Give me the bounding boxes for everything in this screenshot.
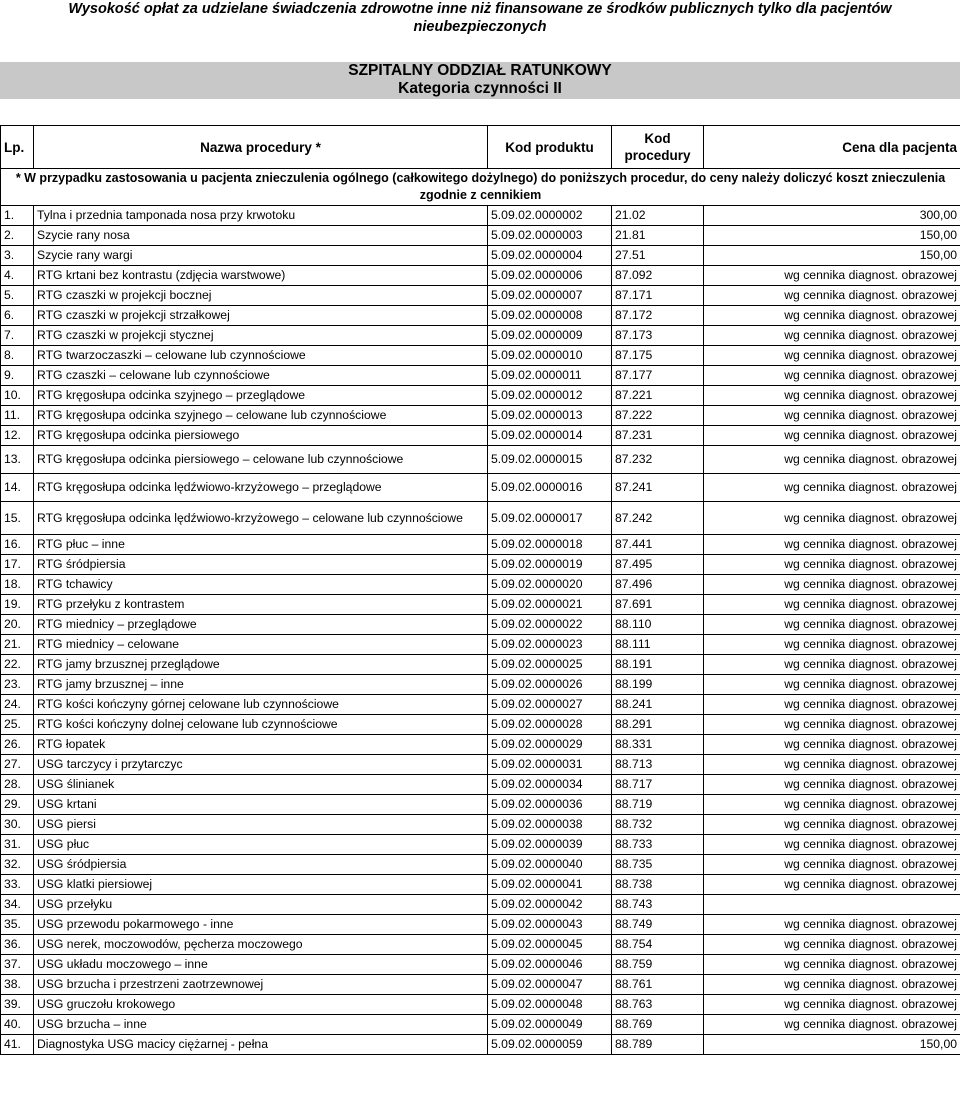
row-kod-procedury: 27.51 bbox=[612, 246, 704, 266]
row-nazwa: Szycie rany nosa bbox=[34, 226, 488, 246]
department-header bbox=[0, 62, 960, 99]
row-cena: wg cennika diagnost. obrazowej bbox=[704, 474, 960, 502]
row-lp: 7. bbox=[1, 326, 34, 346]
row-kod-produktu: 5.09.02.0000049 bbox=[488, 1015, 612, 1035]
row-cena: wg cennika diagnost. obrazowej bbox=[704, 266, 960, 286]
row-kod-procedury: 21.02 bbox=[612, 206, 704, 226]
row-nazwa: RTG kości kończyny dolnej celowane lub czynnościowe bbox=[34, 715, 488, 735]
table-row bbox=[1, 655, 960, 675]
row-nazwa: RTG jamy brzusznej przeglądowe bbox=[34, 655, 488, 675]
row-nazwa: USG płuc bbox=[34, 835, 488, 855]
header-cena: Cena dla pacjenta bbox=[704, 126, 960, 169]
row-cena: wg cennika diagnost. obrazowej bbox=[704, 755, 960, 775]
row-lp: 34. bbox=[1, 895, 34, 915]
row-lp: 8. bbox=[1, 346, 34, 366]
row-nazwa: RTG kręgosłupa odcinka lędźwiowo-krzyżowego – celowane lub czynnościowe bbox=[34, 502, 488, 535]
row-lp: 10. bbox=[1, 386, 34, 406]
row-kod-produktu: 5.09.02.0000008 bbox=[488, 306, 612, 326]
row-kod-procedury: 88.241 bbox=[612, 695, 704, 715]
table-row bbox=[1, 246, 960, 266]
row-kod-produktu: 5.09.02.0000021 bbox=[488, 595, 612, 615]
row-lp: 40. bbox=[1, 1015, 34, 1035]
table-row bbox=[1, 775, 960, 795]
row-kod-procedury: 88.110 bbox=[612, 615, 704, 635]
row-kod-procedury: 87.441 bbox=[612, 535, 704, 555]
row-cena: wg cennika diagnost. obrazowej bbox=[704, 635, 960, 655]
table-row bbox=[1, 595, 960, 615]
row-nazwa: RTG czaszki w projekcji stycznej bbox=[34, 326, 488, 346]
table-row bbox=[1, 386, 960, 406]
row-lp: 19. bbox=[1, 595, 34, 615]
row-lp: 3. bbox=[1, 246, 34, 266]
row-lp: 15. bbox=[1, 502, 34, 535]
row-kod-produktu: 5.09.02.0000010 bbox=[488, 346, 612, 366]
table-row bbox=[1, 635, 960, 655]
row-nazwa: RTG twarzoczaszki – celowane lub czynnościowe bbox=[34, 346, 488, 366]
row-kod-procedury: 87.222 bbox=[612, 406, 704, 426]
row-nazwa: RTG kręgosłupa odcinka szyjnego – przeglądowe bbox=[34, 386, 488, 406]
row-kod-produktu: 5.09.02.0000046 bbox=[488, 955, 612, 975]
row-cena: wg cennika diagnost. obrazowej bbox=[704, 855, 960, 875]
row-nazwa: USG nerek, moczowodów, pęcherza moczowego bbox=[34, 935, 488, 955]
row-cena: wg cennika diagnost. obrazowej bbox=[704, 502, 960, 535]
row-lp: 13. bbox=[1, 446, 34, 474]
row-cena: wg cennika diagnost. obrazowej bbox=[704, 735, 960, 755]
row-kod-produktu: 5.09.02.0000029 bbox=[488, 735, 612, 755]
row-kod-procedury: 88.733 bbox=[612, 835, 704, 855]
row-lp: 24. bbox=[1, 695, 34, 715]
row-kod-procedury: 21.81 bbox=[612, 226, 704, 246]
row-cena: wg cennika diagnost. obrazowej bbox=[704, 915, 960, 935]
row-cena: wg cennika diagnost. obrazowej bbox=[704, 446, 960, 474]
row-nazwa: RTG śródpiersia bbox=[34, 555, 488, 575]
row-kod-procedury: 88.732 bbox=[612, 815, 704, 835]
row-kod-procedury: 87.177 bbox=[612, 366, 704, 386]
row-lp: 16. bbox=[1, 535, 34, 555]
row-cena: wg cennika diagnost. obrazowej bbox=[704, 695, 960, 715]
row-kod-produktu: 5.09.02.0000043 bbox=[488, 915, 612, 935]
row-cena: wg cennika diagnost. obrazowej bbox=[704, 995, 960, 1015]
table-row bbox=[1, 955, 960, 975]
row-nazwa: RTG miednicy – celowane bbox=[34, 635, 488, 655]
row-kod-procedury: 88.291 bbox=[612, 715, 704, 735]
row-cena: wg cennika diagnost. obrazowej bbox=[704, 975, 960, 995]
row-kod-procedury: 88.769 bbox=[612, 1015, 704, 1035]
row-nazwa: USG ślinianek bbox=[34, 775, 488, 795]
row-cena: wg cennika diagnost. obrazowej bbox=[704, 535, 960, 555]
row-kod-produktu: 5.09.02.0000007 bbox=[488, 286, 612, 306]
row-nazwa: USG śródpiersia bbox=[34, 855, 488, 875]
table-row bbox=[1, 735, 960, 755]
row-kod-produktu: 5.09.02.0000023 bbox=[488, 635, 612, 655]
row-kod-produktu: 5.09.02.0000028 bbox=[488, 715, 612, 735]
row-kod-procedury: 88.761 bbox=[612, 975, 704, 995]
row-kod-produktu: 5.09.02.0000026 bbox=[488, 675, 612, 695]
header-kod-produktu: Kod produktu bbox=[488, 126, 612, 169]
row-cena: wg cennika diagnost. obrazowej bbox=[704, 286, 960, 306]
row-lp: 1. bbox=[1, 206, 34, 226]
row-kod-produktu: 5.09.02.0000006 bbox=[488, 266, 612, 286]
table-row bbox=[1, 555, 960, 575]
row-kod-procedury: 87.172 bbox=[612, 306, 704, 326]
row-lp: 29. bbox=[1, 795, 34, 815]
table-row bbox=[1, 715, 960, 735]
row-cena: wg cennika diagnost. obrazowej bbox=[704, 386, 960, 406]
row-nazwa: USG brzucha – inne bbox=[34, 1015, 488, 1035]
row-lp: 38. bbox=[1, 975, 34, 995]
row-kod-procedury: 88.199 bbox=[612, 675, 704, 695]
table-row bbox=[1, 426, 960, 446]
row-kod-produktu: 5.09.02.0000015 bbox=[488, 446, 612, 474]
row-nazwa: Diagnostyka USG macicy ciężarnej - pełna bbox=[34, 1035, 488, 1055]
row-kod-procedury: 87.242 bbox=[612, 502, 704, 535]
row-kod-produktu: 5.09.02.0000020 bbox=[488, 575, 612, 595]
row-nazwa: USG krtani bbox=[34, 795, 488, 815]
row-lp: 30. bbox=[1, 815, 34, 835]
row-nazwa: RTG czaszki w projekcji bocznej bbox=[34, 286, 488, 306]
table-row bbox=[1, 474, 960, 502]
row-kod-procedury: 88.749 bbox=[612, 915, 704, 935]
row-nazwa: USG przełyku bbox=[34, 895, 488, 915]
row-kod-produktu: 5.09.02.0000025 bbox=[488, 655, 612, 675]
anesthesia-note: * W przypadku zastosowania u pacjenta znieczulenia ogólnego (całkowitego dożylnego) do poniższych procedur, do ceny należy doliczyć koszt znieczulenia zgodnie z cennikiem bbox=[1, 169, 960, 206]
row-cena: 300,00 bbox=[704, 206, 960, 226]
row-nazwa: RTG czaszki w projekcji strzałkowej bbox=[34, 306, 488, 326]
row-kod-procedury: 88.743 bbox=[612, 895, 704, 915]
row-cena: wg cennika diagnost. obrazowej bbox=[704, 875, 960, 895]
row-kod-procedury: 87.232 bbox=[612, 446, 704, 474]
row-lp: 17. bbox=[1, 555, 34, 575]
row-lp: 33. bbox=[1, 875, 34, 895]
row-nazwa: USG piersi bbox=[34, 815, 488, 835]
row-nazwa: RTG miednicy – przeglądowe bbox=[34, 615, 488, 635]
row-lp: 5. bbox=[1, 286, 34, 306]
row-kod-procedury: 88.754 bbox=[612, 935, 704, 955]
row-nazwa: USG klatki piersiowej bbox=[34, 875, 488, 895]
row-lp: 12. bbox=[1, 426, 34, 446]
table-row bbox=[1, 575, 960, 595]
table-row bbox=[1, 346, 960, 366]
row-kod-procedury: 88.763 bbox=[612, 995, 704, 1015]
row-kod-produktu: 5.09.02.0000040 bbox=[488, 855, 612, 875]
row-kod-produktu: 5.09.02.0000017 bbox=[488, 502, 612, 535]
row-cena: wg cennika diagnost. obrazowej bbox=[704, 595, 960, 615]
row-cena: wg cennika diagnost. obrazowej bbox=[704, 426, 960, 446]
table-row bbox=[1, 286, 960, 306]
row-kod-procedury: 88.738 bbox=[612, 875, 704, 895]
row-kod-procedury: 87.173 bbox=[612, 326, 704, 346]
table-row bbox=[1, 502, 960, 535]
table-row bbox=[1, 755, 960, 775]
table-row bbox=[1, 855, 960, 875]
row-lp: 28. bbox=[1, 775, 34, 795]
row-kod-procedury: 88.717 bbox=[612, 775, 704, 795]
row-lp: 41. bbox=[1, 1035, 34, 1055]
row-nazwa: RTG kości kończyny górnej celowane lub czynnościowe bbox=[34, 695, 488, 715]
row-lp: 23. bbox=[1, 675, 34, 695]
table-row bbox=[1, 915, 960, 935]
row-nazwa: RTG przełyku z kontrastem bbox=[34, 595, 488, 615]
row-cena: wg cennika diagnost. obrazowej bbox=[704, 835, 960, 855]
category-label: Kategoria czynności II bbox=[398, 80, 562, 97]
table-row bbox=[1, 366, 960, 386]
row-nazwa: USG gruczołu krokowego bbox=[34, 995, 488, 1015]
header-lp: Lp. bbox=[1, 126, 34, 169]
row-lp: 22. bbox=[1, 655, 34, 675]
row-kod-produktu: 5.09.02.0000036 bbox=[488, 795, 612, 815]
row-nazwa: RTG czaszki – celowane lub czynnościowe bbox=[34, 366, 488, 386]
table-row bbox=[1, 1035, 960, 1055]
row-lp: 20. bbox=[1, 615, 34, 635]
row-kod-procedury: 88.789 bbox=[612, 1035, 704, 1055]
row-cena: wg cennika diagnost. obrazowej bbox=[704, 715, 960, 735]
row-lp: 6. bbox=[1, 306, 34, 326]
row-lp: 35. bbox=[1, 915, 34, 935]
row-kod-produktu: 5.09.02.0000042 bbox=[488, 895, 612, 915]
row-kod-produktu: 5.09.02.0000009 bbox=[488, 326, 612, 346]
table-row bbox=[1, 615, 960, 635]
row-nazwa: Szycie rany wargi bbox=[34, 246, 488, 266]
row-cena: 150,00 bbox=[704, 226, 960, 246]
row-lp: 27. bbox=[1, 755, 34, 775]
row-kod-produktu: 5.09.02.0000045 bbox=[488, 935, 612, 955]
header-kod-procedury: Kod procedury bbox=[612, 126, 704, 169]
row-kod-produktu: 5.09.02.0000011 bbox=[488, 366, 612, 386]
table-row bbox=[1, 895, 960, 915]
row-nazwa: Tylna i przednia tamponada nosa przy krwotoku bbox=[34, 206, 488, 226]
row-kod-procedury: 88.331 bbox=[612, 735, 704, 755]
row-kod-produktu: 5.09.02.0000004 bbox=[488, 246, 612, 266]
row-cena: wg cennika diagnost. obrazowej bbox=[704, 795, 960, 815]
row-kod-produktu: 5.09.02.0000016 bbox=[488, 474, 612, 502]
table-row bbox=[1, 795, 960, 815]
row-kod-procedury: 87.231 bbox=[612, 426, 704, 446]
row-nazwa: USG układu moczowego – inne bbox=[34, 955, 488, 975]
row-lp: 14. bbox=[1, 474, 34, 502]
table-body bbox=[1, 206, 960, 1055]
row-nazwa: USG tarczycy i przytarczyc bbox=[34, 755, 488, 775]
row-lp: 21. bbox=[1, 635, 34, 655]
row-kod-produktu: 5.09.02.0000039 bbox=[488, 835, 612, 855]
row-nazwa: RTG kręgosłupa odcinka piersiowego bbox=[34, 426, 488, 446]
row-cena: wg cennika diagnost. obrazowej bbox=[704, 306, 960, 326]
row-kod-produktu: 5.09.02.0000047 bbox=[488, 975, 612, 995]
row-nazwa: RTG kręgosłupa odcinka lędźwiowo-krzyżowego – przeglądowe bbox=[34, 474, 488, 502]
row-lp: 11. bbox=[1, 406, 34, 426]
row-kod-produktu: 5.09.02.0000013 bbox=[488, 406, 612, 426]
header-nazwa: Nazwa procedury * bbox=[34, 126, 488, 169]
row-kod-procedury: 87.691 bbox=[612, 595, 704, 615]
row-cena: wg cennika diagnost. obrazowej bbox=[704, 406, 960, 426]
row-kod-produktu: 5.09.02.0000041 bbox=[488, 875, 612, 895]
row-cena: wg cennika diagnost. obrazowej bbox=[704, 346, 960, 366]
row-cena: wg cennika diagnost. obrazowej bbox=[704, 775, 960, 795]
row-kod-produktu: 5.09.02.0000027 bbox=[488, 695, 612, 715]
row-cena: wg cennika diagnost. obrazowej bbox=[704, 935, 960, 955]
row-kod-procedury: 87.171 bbox=[612, 286, 704, 306]
row-kod-procedury: 88.191 bbox=[612, 655, 704, 675]
row-kod-produktu: 5.09.02.0000022 bbox=[488, 615, 612, 635]
row-kod-procedury: 88.759 bbox=[612, 955, 704, 975]
row-nazwa: RTG krtani bez kontrastu (zdjęcia warstwowe) bbox=[34, 266, 488, 286]
table-row bbox=[1, 226, 960, 246]
row-cena: wg cennika diagnost. obrazowej bbox=[704, 555, 960, 575]
row-cena: wg cennika diagnost. obrazowej bbox=[704, 955, 960, 975]
row-kod-procedury: 87.092 bbox=[612, 266, 704, 286]
row-lp: 26. bbox=[1, 735, 34, 755]
row-cena: wg cennika diagnost. obrazowej bbox=[704, 1015, 960, 1035]
row-kod-procedury: 87.495 bbox=[612, 555, 704, 575]
row-cena: 150,00 bbox=[704, 1035, 960, 1055]
table-row bbox=[1, 1015, 960, 1035]
row-kod-produktu: 5.09.02.0000002 bbox=[488, 206, 612, 226]
row-cena: wg cennika diagnost. obrazowej bbox=[704, 575, 960, 595]
row-kod-produktu: 5.09.02.0000019 bbox=[488, 555, 612, 575]
table-row bbox=[1, 266, 960, 286]
table-row bbox=[1, 306, 960, 326]
table-row bbox=[1, 815, 960, 835]
row-cena: wg cennika diagnost. obrazowej bbox=[704, 815, 960, 835]
row-kod-produktu: 5.09.02.0000018 bbox=[488, 535, 612, 555]
row-kod-produktu: 5.09.02.0000048 bbox=[488, 995, 612, 1015]
table-row bbox=[1, 446, 960, 474]
table-row bbox=[1, 206, 960, 226]
row-nazwa: RTG kręgosłupa odcinka szyjnego – celowane lub czynnościowe bbox=[34, 406, 488, 426]
row-lp: 18. bbox=[1, 575, 34, 595]
price-table bbox=[0, 125, 960, 1055]
table-row bbox=[1, 995, 960, 1015]
row-cena bbox=[704, 895, 960, 915]
table-row bbox=[1, 835, 960, 855]
row-lp: 4. bbox=[1, 266, 34, 286]
row-kod-procedury: 87.241 bbox=[612, 474, 704, 502]
row-kod-produktu: 5.09.02.0000031 bbox=[488, 755, 612, 775]
table-row bbox=[1, 975, 960, 995]
row-lp: 36. bbox=[1, 935, 34, 955]
row-cena: wg cennika diagnost. obrazowej bbox=[704, 366, 960, 386]
row-kod-procedury: 87.496 bbox=[612, 575, 704, 595]
department-name: SZPITALNY ODDZIAŁ RATUNKOWY bbox=[348, 62, 612, 79]
row-lp: 9. bbox=[1, 366, 34, 386]
row-lp: 32. bbox=[1, 855, 34, 875]
table-row bbox=[1, 406, 960, 426]
table-row bbox=[1, 935, 960, 955]
row-nazwa: RTG tchawicy bbox=[34, 575, 488, 595]
document-title: Wysokość opłat za udzielane świadczenia zdrowotne inne niż finansowane ze środków publicznych tylko dla pacjentów nieubezpieczonych bbox=[68, 1, 892, 35]
row-lp: 25. bbox=[1, 715, 34, 735]
row-nazwa: RTG kręgosłupa odcinka piersiowego – celowane lub czynnościowe bbox=[34, 446, 488, 474]
row-kod-procedury: 88.719 bbox=[612, 795, 704, 815]
row-kod-procedury: 87.175 bbox=[612, 346, 704, 366]
row-lp: 2. bbox=[1, 226, 34, 246]
row-kod-produktu: 5.09.02.0000014 bbox=[488, 426, 612, 446]
row-lp: 31. bbox=[1, 835, 34, 855]
row-kod-produktu: 5.09.02.0000034 bbox=[488, 775, 612, 795]
row-cena: wg cennika diagnost. obrazowej bbox=[704, 655, 960, 675]
row-cena: wg cennika diagnost. obrazowej bbox=[704, 615, 960, 635]
table-row bbox=[1, 675, 960, 695]
row-nazwa: USG brzucha i przestrzeni zaotrzewnowej bbox=[34, 975, 488, 995]
row-cena: wg cennika diagnost. obrazowej bbox=[704, 326, 960, 346]
table-row bbox=[1, 326, 960, 346]
row-kod-produktu: 5.09.02.0000059 bbox=[488, 1035, 612, 1055]
row-nazwa: RTG płuc – inne bbox=[34, 535, 488, 555]
row-nazwa: RTG łopatek bbox=[34, 735, 488, 755]
row-cena: wg cennika diagnost. obrazowej bbox=[704, 675, 960, 695]
row-cena: 150,00 bbox=[704, 246, 960, 266]
table-row bbox=[1, 695, 960, 715]
row-kod-procedury: 87.221 bbox=[612, 386, 704, 406]
row-nazwa: RTG jamy brzusznej – inne bbox=[34, 675, 488, 695]
row-kod-procedury: 88.111 bbox=[612, 635, 704, 655]
row-kod-procedury: 88.713 bbox=[612, 755, 704, 775]
table-header bbox=[1, 126, 960, 169]
row-kod-procedury: 88.735 bbox=[612, 855, 704, 875]
row-kod-produktu: 5.09.02.0000012 bbox=[488, 386, 612, 406]
row-lp: 39. bbox=[1, 995, 34, 1015]
table-row bbox=[1, 875, 960, 895]
row-kod-produktu: 5.09.02.0000038 bbox=[488, 815, 612, 835]
row-nazwa: USG przewodu pokarmowego - inne bbox=[34, 915, 488, 935]
row-kod-produktu: 5.09.02.0000003 bbox=[488, 226, 612, 246]
row-lp: 37. bbox=[1, 955, 34, 975]
table-row bbox=[1, 535, 960, 555]
